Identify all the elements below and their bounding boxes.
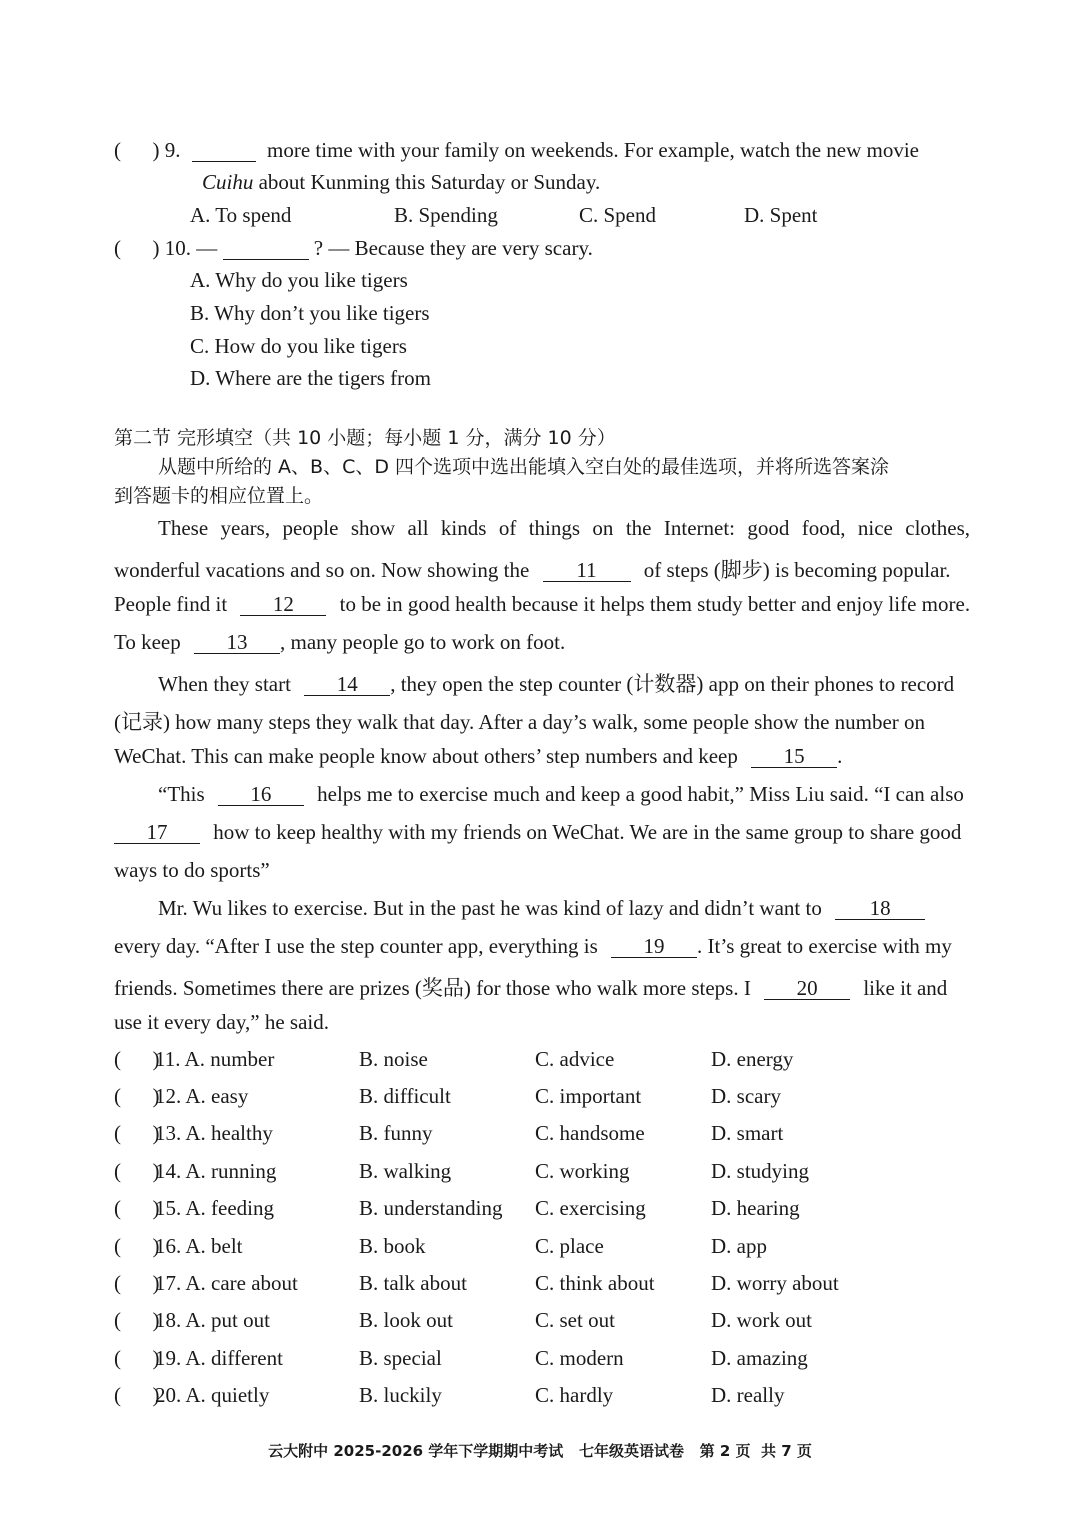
choice-13-a: 13. A. healthy <box>155 1121 273 1145</box>
choice-19-d: D. amazing <box>711 1346 808 1370</box>
passage-p3-line3: ways to do sports” <box>114 858 270 882</box>
passage-p1-line1: These years, people show all kinds of things on the Internet: good food, nice clothes, <box>158 516 970 540</box>
q10-option-c: C. How do you like tigers <box>190 334 407 358</box>
blank-16: 16 <box>218 783 304 806</box>
choice-12-a: 12. A. easy <box>155 1084 249 1108</box>
passage-p2-line1 <box>158 668 954 698</box>
passage-p3-line2 <box>114 820 961 845</box>
passage-text: , they open the step counter (计数器) app on their phones to record <box>390 672 955 696</box>
choice-18-d: D. work out <box>711 1308 812 1332</box>
passage-text: “This <box>158 782 205 806</box>
choice-12-b: B. difficult <box>359 1084 451 1108</box>
passage-p2-line3 <box>114 744 842 769</box>
choice-20-d: D. really <box>711 1383 785 1407</box>
passage-text: WeChat. This can make people know about others’ step numbers and keep <box>114 744 738 768</box>
q10-text: ? — Because they are very scary. <box>313 236 593 260</box>
choice-20-c: C. hardly <box>535 1383 614 1407</box>
passage-p4-line1 <box>158 896 925 921</box>
passage-text: friends. Sometimes there are prizes (奖品) for those who walk more steps. I <box>114 976 751 1000</box>
choice-13-paren[interactable]: ( ) <box>114 1121 160 1145</box>
choice-14-a: 14. A. running <box>155 1159 277 1183</box>
choice-16-b: B. book <box>359 1234 426 1258</box>
choice-15-c: C. exercising <box>535 1196 646 1220</box>
choice-12-c: C. important <box>535 1084 642 1108</box>
section2-instruction-line1: 从题中所给的 A、B、C、D 四个选项中选出能填入空白处的最佳选项，并将所选答案涂 <box>158 456 890 478</box>
q10-option-a: A. Why do you like tigers <box>190 268 408 292</box>
passage-p3-line1 <box>158 782 964 807</box>
choice-16-a: 16. A. belt <box>155 1234 243 1258</box>
passage-text: . <box>837 744 843 768</box>
choice-19-a: 19. A. different <box>155 1346 283 1370</box>
q9-number: 9. <box>164 138 181 162</box>
q9-option-b: B. Spending <box>394 203 498 227</box>
passage-p1-line3 <box>114 592 970 617</box>
blank-12: 12 <box>240 593 326 616</box>
choice-18-a: 18. A. put out <box>155 1308 270 1332</box>
choice-12-paren[interactable]: ( ) <box>114 1084 160 1108</box>
q9-line2-text: about Kunming this Saturday or Sunday. <box>258 170 601 194</box>
passage-text: , many people go to work on foot. <box>280 630 566 654</box>
choice-16-d: D. app <box>711 1234 767 1258</box>
choice-15-paren[interactable]: ( ) <box>114 1196 160 1220</box>
choice-18-c: C. set out <box>535 1308 615 1332</box>
choice-16-c: C. place <box>535 1234 604 1258</box>
page-footer: 云大附中 2025-2026 学年下学期期中考试 七年级英语试卷 第 2 页 共 7 页 <box>268 1442 812 1460</box>
q10-option-b: B. Why don’t you like tigers <box>190 301 430 325</box>
choice-14-b: B. walking <box>359 1159 452 1183</box>
passage-text: every day. “After I use the step counter app, everything is <box>114 934 598 958</box>
section2-title: 第二节 完形填空（共 10 小题；每小题 1 分，满分 10 分） <box>114 427 616 449</box>
q9-answer-paren[interactable]: ( ) <box>114 138 160 162</box>
q9-blank <box>192 139 256 162</box>
blank-19: 19 <box>611 935 697 958</box>
choice-12-d: D. scary <box>711 1084 781 1108</box>
passage-text: . It’s great to exercise with my <box>697 934 952 958</box>
choice-14-paren[interactable]: ( ) <box>114 1159 160 1183</box>
choice-11-a: 11. A. number <box>155 1047 275 1071</box>
choice-15-d: D. hearing <box>711 1196 800 1220</box>
blank-18: 18 <box>835 897 925 920</box>
passage-p1-line2 <box>114 554 951 584</box>
passage-p4-line3 <box>114 972 947 1002</box>
section2-instruction-line2: 到答题卡的相应位置上。 <box>114 485 324 507</box>
passage-p1-line4 <box>114 630 565 655</box>
passage-text: helps me to exercise much and keep a good habit,” Miss Liu said. “I can also <box>317 782 964 806</box>
choice-11-d: D. energy <box>711 1047 794 1071</box>
choice-13-b: B. funny <box>359 1121 433 1145</box>
passage-text: to be in good health because it helps them study better and enjoy life more. <box>339 592 971 616</box>
passage-text: Mr. Wu likes to exercise. But in the past he was kind of lazy and didn’t want to <box>158 896 822 920</box>
q9-line1 <box>114 138 919 163</box>
q10-answer-paren[interactable]: ( ) <box>114 236 160 260</box>
q9-option-c: C. Spend <box>579 203 657 227</box>
q9-option-a: A. To spend <box>190 203 292 227</box>
blank-11: 11 <box>543 559 631 582</box>
choice-17-d: D. worry about <box>711 1271 839 1295</box>
q10-blank <box>223 237 309 260</box>
passage-text: When they start <box>158 672 291 696</box>
passage-text: how to keep healthy with my friends on WeChat. We are in the same group to share good <box>213 820 962 844</box>
q9-text: more time with your family on weekends. For example, watch the new movie <box>267 138 919 162</box>
choice-19-c: C. modern <box>535 1346 624 1370</box>
choice-20-paren[interactable]: ( ) <box>114 1383 160 1407</box>
blank-17: 17 <box>114 821 200 844</box>
choice-20-b: B. luckily <box>359 1383 442 1407</box>
passage-text: To keep <box>114 630 181 654</box>
choice-17-a: 17. A. care about <box>155 1271 298 1295</box>
choice-17-b: B. talk about <box>359 1271 467 1295</box>
q9-movie-title: Cuihu <box>202 170 254 194</box>
q10-option-d: D. Where are the tigers from <box>190 366 432 390</box>
choice-19-paren[interactable]: ( ) <box>114 1346 160 1370</box>
blank-13: 13 <box>194 631 280 654</box>
choice-18-b: B. look out <box>359 1308 453 1332</box>
q10-line1 <box>114 236 593 261</box>
choice-15-b: B. understanding <box>359 1196 503 1220</box>
choice-11-c: C. advice <box>535 1047 615 1071</box>
passage-p2-line2: (记录) how many steps they walk that day. After a day’s walk, some people show the number on <box>114 710 926 734</box>
choice-19-b: B. special <box>359 1346 442 1370</box>
q9-option-d: D. Spent <box>744 203 818 227</box>
choice-16-paren[interactable]: ( ) <box>114 1234 160 1258</box>
choice-14-c: C. working <box>535 1159 630 1183</box>
blank-20: 20 <box>764 977 850 1000</box>
blank-14: 14 <box>304 673 390 696</box>
choice-13-d: D. smart <box>711 1121 784 1145</box>
q10-number: 10. — <box>164 236 218 260</box>
passage-p4-line2 <box>114 934 952 959</box>
choice-17-paren[interactable]: ( ) <box>114 1271 160 1295</box>
choice-18-paren[interactable]: ( ) <box>114 1308 160 1332</box>
choice-13-c: C. handsome <box>535 1121 645 1145</box>
choice-11-paren[interactable]: ( ) <box>114 1047 160 1071</box>
choice-20-a: 20. A. quietly <box>155 1383 270 1407</box>
choice-14-d: D. studying <box>711 1159 810 1183</box>
passage-text: People find it <box>114 592 228 616</box>
choice-15-a: 15. A. feeding <box>155 1196 274 1220</box>
passage-text: wonderful vacations and so on. Now showing the <box>114 558 530 582</box>
choice-17-c: C. think about <box>535 1271 655 1295</box>
choice-11-b: B. noise <box>359 1047 428 1071</box>
passage-text: like it and <box>863 976 948 1000</box>
passage-text: of steps (脚步) is becoming popular. <box>643 558 951 582</box>
blank-15: 15 <box>751 745 837 768</box>
passage-p4-line4: use it every day,” he said. <box>114 1010 329 1034</box>
q9-line2 <box>202 170 600 195</box>
